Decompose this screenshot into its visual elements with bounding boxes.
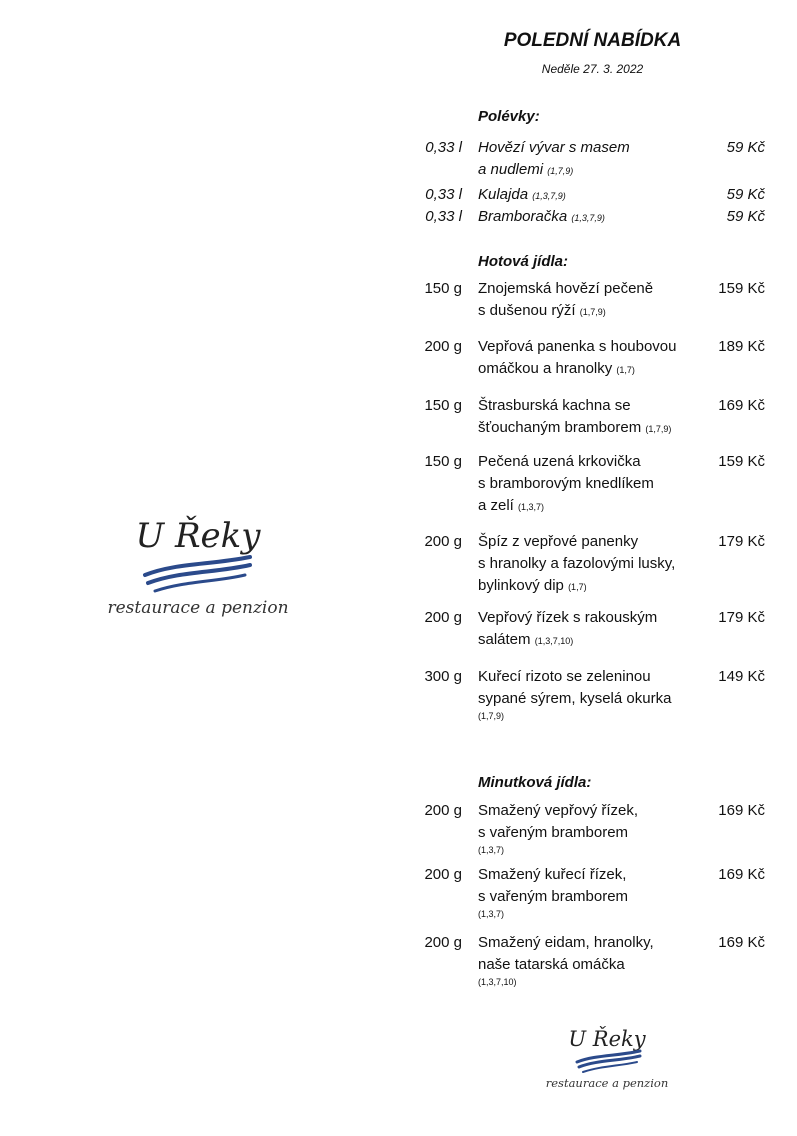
item-price: 59 Kč xyxy=(726,139,765,156)
item-name: Štrasburská kachna se šťouchaným bramborem (1,7,9) xyxy=(478,397,672,436)
section-title-minute-meals: Minutková jídla: xyxy=(478,774,592,791)
item-name: Smažený eidam, hranolky, naše tatarská omáčka (1,3,7,10) xyxy=(478,932,703,988)
item-price: 169 Kč xyxy=(718,802,765,819)
item-allergens: (1,3,7,10) xyxy=(478,977,517,987)
item-quantity: 200 g xyxy=(424,338,462,355)
item-quantity: 150 g xyxy=(424,280,462,297)
logo-wave-icon xyxy=(90,505,305,625)
item-quantity: 200 g xyxy=(424,866,462,883)
item-price: 169 Kč xyxy=(718,866,765,883)
item-quantity: 150 g xyxy=(424,453,462,470)
item-quantity: 200 g xyxy=(424,934,462,951)
item-allergens: (1,3,7) xyxy=(478,909,505,919)
item-allergens: (1,3,7) xyxy=(478,845,505,855)
item-price: 169 Kč xyxy=(718,934,765,951)
item-quantity: 300 g xyxy=(424,668,462,685)
item-name: Kuřecí rizoto se zeleninou sypané sýrem, kyselá okurka (1,7,9) xyxy=(478,666,703,722)
logo-wave-icon xyxy=(535,1020,680,1095)
item-price: 179 Kč xyxy=(718,609,765,626)
item-quantity: 200 g xyxy=(424,609,462,626)
logo-tagline: restaurace a penzion xyxy=(107,598,289,618)
item-quantity: 150 g xyxy=(424,397,462,414)
item-name: Znojemská hovězí pečeně s dušenou rýží (1,7,9) xyxy=(478,280,654,319)
item-price: 59 Kč xyxy=(726,208,765,225)
item-name: Vepřový řízek s rakouským salátem (1,3,7,10) xyxy=(478,609,658,648)
item-price: 169 Kč xyxy=(718,397,765,414)
item-allergens: (1,3,7) xyxy=(518,502,545,512)
item-quantity: 200 g xyxy=(424,802,462,819)
restaurant-logo-large xyxy=(90,505,305,630)
item-quantity: 200 g xyxy=(424,533,462,550)
section-title-soups: Polévky: xyxy=(478,108,540,125)
item-name: Bramboračka (1,3,7,9) xyxy=(478,208,605,225)
item-price: 159 Kč xyxy=(718,280,765,297)
menu-date: Neděle 27. 3. 2022 xyxy=(541,62,644,76)
item-price: 149 Kč xyxy=(718,668,765,685)
item-allergens: (1,7,9) xyxy=(645,424,672,434)
item-allergens: (1,3,7,9) xyxy=(532,191,566,201)
item-allergens: (1,7,9) xyxy=(547,166,574,176)
item-price: 59 Kč xyxy=(726,186,765,203)
item-allergens: (1,7,9) xyxy=(579,307,606,317)
logo-name: U Řeky xyxy=(135,516,261,556)
item-quantity: 0,33 l xyxy=(425,186,462,203)
item-allergens: (1,3,7,9) xyxy=(571,213,605,223)
item-name: Smažený vepřový řízek, s vařeným bramborem (1,3,7) xyxy=(478,800,703,856)
item-name: Špíz z vepřové panenky s hranolky a fazolovými lusky, bylinkový dip (1,7) xyxy=(478,533,676,594)
item-name: Hovězí vývar s masem a nudlemi (1,7,9) xyxy=(478,139,630,178)
item-name: Kulajda (1,3,7,9) xyxy=(478,186,566,203)
item-name: Pečená uzená krkovička s bramborovým knedlíkem a zelí (1,3,7) xyxy=(478,453,654,514)
item-price: 159 Kč xyxy=(718,453,765,470)
item-quantity: 0,33 l xyxy=(425,139,462,156)
logo-tagline: restaurace a penzion xyxy=(545,1076,669,1090)
item-quantity: 0,33 l xyxy=(425,208,462,225)
item-price: 179 Kč xyxy=(718,533,765,550)
page-title: POLEDNÍ NABÍDKA xyxy=(503,30,682,51)
logo-name: U Řeky xyxy=(568,1027,646,1051)
item-allergens: (1,7,9) xyxy=(478,711,505,721)
item-price: 189 Kč xyxy=(718,338,765,355)
section-title-ready-meals: Hotová jídla: xyxy=(478,253,569,270)
item-allergens: (1,7) xyxy=(568,582,587,592)
restaurant-logo-small xyxy=(535,1020,680,1100)
item-allergens: (1,3,7,10) xyxy=(534,636,574,646)
item-name: Smažený kuřecí řízek, s vařeným bramborem (1,3,7) xyxy=(478,864,703,920)
item-allergens: (1,7) xyxy=(616,365,635,375)
item-name: Vepřová panenka s houbovou omáčkou a hranolky (1,7) xyxy=(478,338,677,377)
